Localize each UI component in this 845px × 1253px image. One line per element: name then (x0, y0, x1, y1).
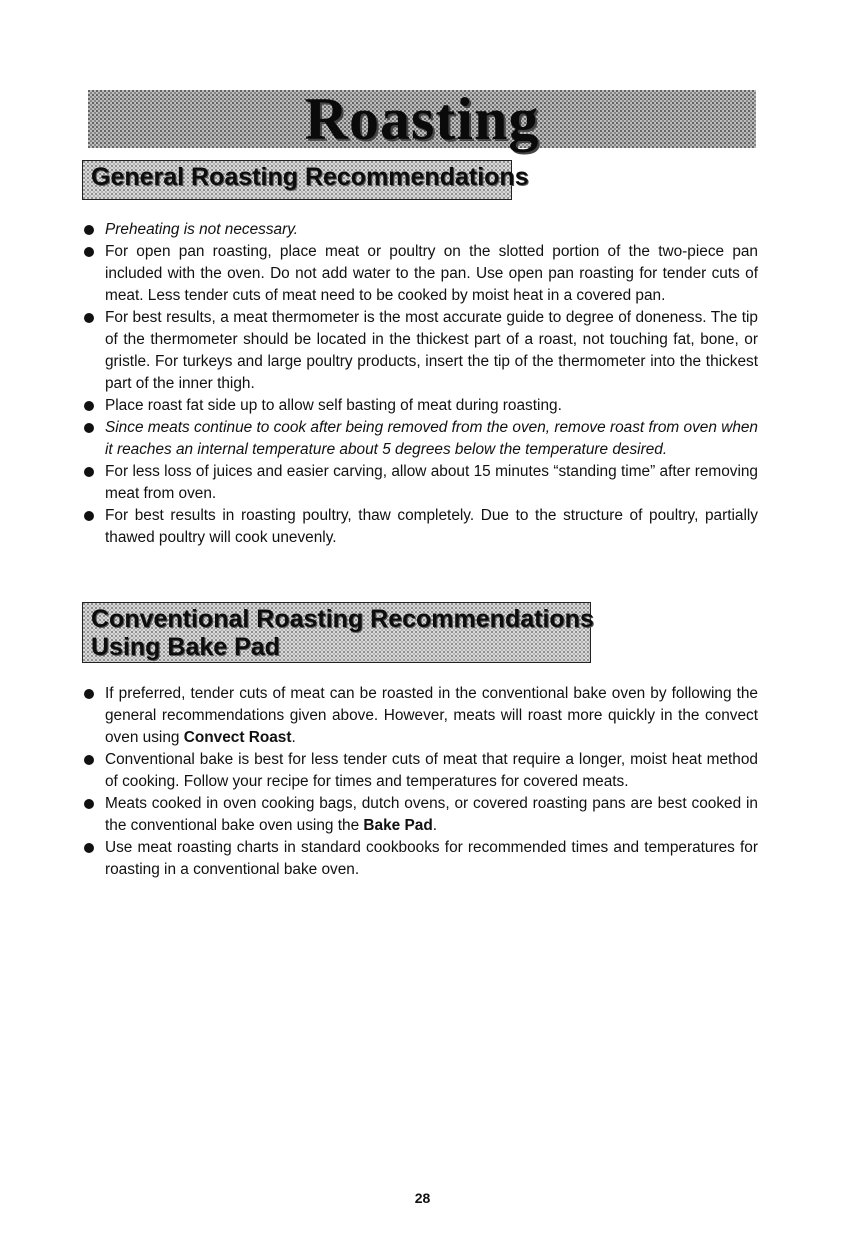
list-item (82, 837, 758, 881)
bullet-icon (84, 401, 94, 411)
list-item (82, 241, 758, 307)
conventional-roasting-heading-line1: Conventional Roasting Recommendations (91, 605, 594, 633)
list-item (82, 417, 758, 461)
bullet-icon (84, 755, 94, 765)
list-item (82, 461, 758, 505)
list-item-text: Conventional bake is best for less tender cuts of meat that require a longer, moist heat method of cooking. Follow your recipe for times and temperatures for covered meats. (105, 751, 758, 790)
convect-roast-term: Convect Roast (183, 729, 292, 746)
general-roasting-heading-text: General Roasting Recommendations (91, 163, 529, 191)
bullet-icon (84, 511, 94, 521)
title-banner (88, 86, 756, 152)
list-item-text: Meats cooked in oven cooking bags, dutch ovens, or covered roasting pans are best cooked in the conventional bake oven using the (105, 795, 758, 834)
bullet-icon (84, 313, 94, 323)
list-item (82, 793, 758, 837)
conventional-recommendations-list (82, 683, 758, 881)
bullet-icon (84, 799, 94, 809)
list-item-text: Since meats continue to cook after being removed from the oven, remove roast from oven when it reaches an internal temperature about 5 degrees below the temperature desired. (105, 419, 758, 458)
list-item-text-end: . (432, 817, 437, 834)
list-item-text: For best results, a meat thermometer is the most accurate guide to degree of doneness. The tip of the thermometer should be located in the thickest part of a roast, not touching fat, bone, or gristle. For turkeys and large poultry products, insert the tip of the thermometer into the thickest part of the inner thigh. (105, 309, 758, 392)
list-item-text: For less loss of juices and easier carving, allow about 15 minutes “standing time” after removing meat from oven. (105, 463, 758, 502)
bullet-icon (84, 467, 94, 477)
list-item-text: Place roast fat side up to allow self basting of meat during roasting. (105, 397, 562, 414)
list-item-text: Preheating is not necessary. (105, 221, 299, 238)
list-item-text: Use meat roasting charts in standard cookbooks for recommended times and temperatures for roasting in a conventional bake oven. (105, 839, 758, 878)
bullet-icon (84, 423, 94, 433)
list-item (82, 505, 758, 549)
list-item-text: For open pan roasting, place meat or poultry on the slotted portion of the two-piece pan included with the oven. Do not add water to the pan. Use open pan roasting for tender cuts of meat. Less tender cuts of meat need to be cooked by moist heat in a covered pan. (105, 243, 758, 304)
bullet-icon (84, 843, 94, 853)
general-roasting-heading (82, 160, 529, 200)
list-item-text: If preferred, tender cuts of meat can be roasted in the conventional bake oven by following the general recommendations given above. However, meats will roast more quickly in the convect oven using (105, 685, 758, 746)
list-item-text-end: . (291, 729, 296, 746)
general-recommendations-list (82, 219, 758, 549)
conventional-roasting-heading-line2: Using Bake Pad (91, 633, 280, 661)
list-item (82, 307, 758, 395)
bullet-icon (84, 225, 94, 235)
bullet-icon (84, 247, 94, 257)
list-item (82, 395, 758, 417)
list-item (82, 749, 758, 793)
list-item-text: For best results in roasting poultry, thaw completely. Due to the structure of poultry, partially thawed poultry will cook unevenly. (105, 507, 758, 546)
conventional-roasting-heading (82, 602, 594, 663)
bake-pad-term: Bake Pad (363, 817, 433, 834)
page-number: 28 (414, 1190, 431, 1206)
list-item (82, 219, 758, 241)
list-item (82, 683, 758, 749)
page-title: Roasting (304, 86, 540, 152)
bullet-icon (84, 689, 94, 699)
